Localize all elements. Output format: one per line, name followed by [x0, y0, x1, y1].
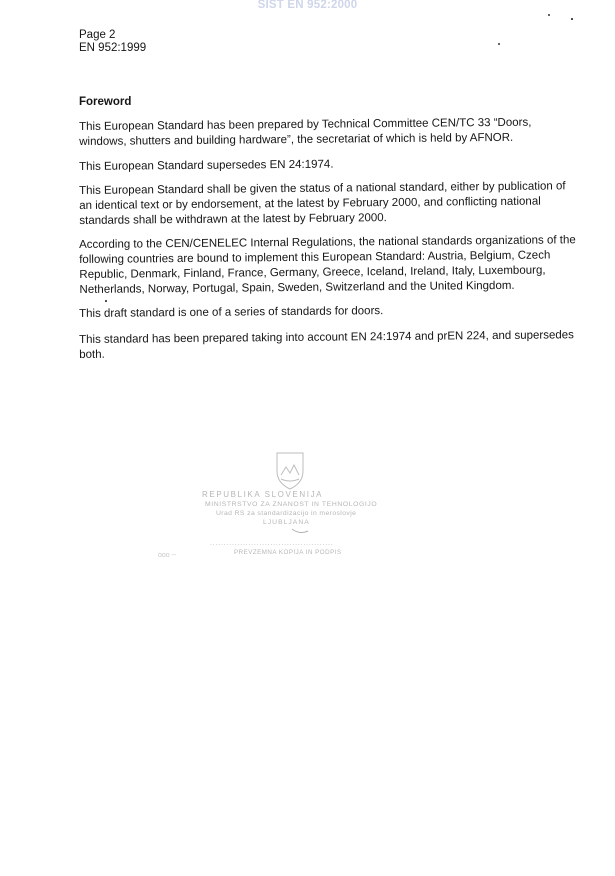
foreword-paragraph: This European Standard has been prepared by Technical Committee CEN/TC 33 “Doors, windows, shutters and building hardware”, the secretariat of which is held by AFNOR.: [79, 116, 532, 148]
scan-speck: [548, 14, 550, 16]
svg-text:Urad RS za standardizacijo in: Urad RS za standardizacijo in meroslovje: [216, 510, 357, 517]
svg-text:ooo --: ooo --: [158, 552, 177, 559]
page-header: [79, 29, 146, 55]
official-stamp: [150, 445, 450, 575]
svg-text:MINISTRSTVO ZA ZNANOST IN TEHN: MINISTRSTVO ZA ZNANOST IN TEHNOLOGIJO: [205, 501, 378, 508]
scan-speck: [498, 43, 500, 45]
page-number: Page 2: [79, 29, 116, 41]
svg-text:LJUBLJANA: LJUBLJANA: [263, 519, 310, 526]
foreword-paragraph: According to the CEN/CENELEC Internal Regulations, the national standards organizations of the following countries are bound to implement this European Standard: Austria, Belgium, Czech Republic, Denmark, Finland, France, Germany, Greece, Iceland, Ireland, Italy, Luxembourg, Netherlands, Norway, Portugal, Spain, Sweden, Switzerland and the United Kingdom.: [79, 234, 576, 296]
scan-speck: [105, 300, 107, 302]
svg-text:PREVZEMNA KOPIJA IN PODPIS: PREVZEMNA KOPIJA IN PODPIS: [234, 549, 342, 556]
svg-text:REPUBLIKA SLOVENIJA: REPUBLIKA SLOVENIJA: [202, 490, 324, 499]
scan-speck: [571, 18, 573, 20]
svg-text:..............................: .............................................: [210, 540, 334, 547]
foreword-heading: Foreword: [79, 96, 132, 108]
document-watermark: SIST EN 952:2000: [257, 0, 358, 11]
standard-number: EN 952:1999: [79, 42, 147, 54]
foreword-paragraph: This European Standard shall be given the status of a national standard, either by publication of an identical text or by endorsement, at the latest by February 2000, and conflicting national standards shall be withdrawn at the latest by February 2000.: [79, 180, 566, 227]
foreword-paragraph: This European Standard supersedes EN 24:1974.: [79, 158, 334, 173]
foreword-paragraph: This standard has been prepared taking into account EN 24:1974 and prEN 224, and supersedes both.: [79, 329, 574, 361]
foreword-paragraph: This draft standard is one of a series of standards for doors.: [79, 305, 384, 320]
